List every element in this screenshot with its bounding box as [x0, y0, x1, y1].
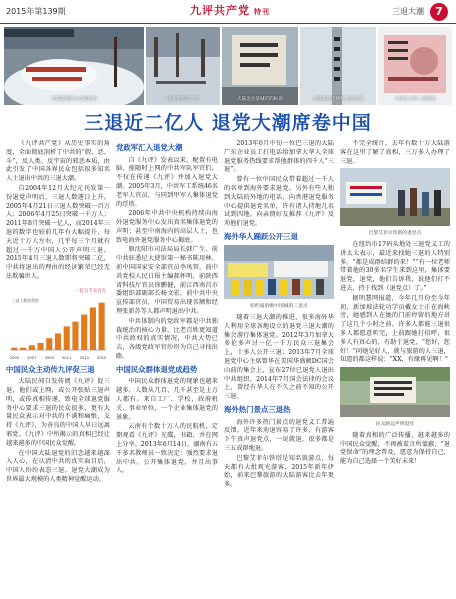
photo-banknote-image	[378, 27, 452, 105]
figure-caption: 民众路边声明退党	[375, 421, 415, 427]
photo-city-slogan-image	[222, 27, 298, 105]
issue-label: 2015年第139期	[6, 7, 66, 16]
photo-pole-slogan-image	[300, 27, 376, 105]
figure-chinatown-image	[224, 245, 334, 299]
three-quit-trend-chart	[6, 284, 110, 362]
photo-caption: 大陆北方某城市的标语	[237, 97, 283, 103]
main-headline: 三退近二亿人 退党大潮席卷中国	[84, 112, 372, 134]
paragraph: 2006年中共中央机构持续向海外退党服务中心发出真名集体退党的声明；甚至中南海内的高层人士，也致电海外退党服务中心揭底。	[116, 210, 218, 244]
page-number-badge: 7	[430, 3, 448, 21]
paragraph: 2013年6月中旬一位巴三退的大陆广东企业员工打电话给加拿大华人全球退党服务热线要求帮他群体的四千人“三退”。	[224, 140, 334, 174]
paragraph: 《九评共产党》从历史事实的角度，全面彻底剖析了中共的“假、恶、斗”，反人类、反宇宙的邪恶本质，由此引发了中国各界民众包括很多知名人士退出中共的三退大潮。	[6, 140, 110, 183]
paragraph: 在中国大陆退党的旧念越来越深入人心，在认清中共的真实面目后，中国人纷纷表态三退。退党大潮成为世界最大规模的人类精神觉醒运动。	[6, 449, 110, 484]
chart-bar	[72, 321, 78, 349]
paragraph: 随着三退大潮的推进，很多海外华人利用全球各地设立的退党三退大潮的集会游行集体退党。2012年3月加拿大多伦多声讨一亿一千万民众三退集会上，十多人公开三退；2013年7月全球退党中心主席曾华在美国华盛顿DC国会山前的集会上，宣布27位已退党人退出中共组织。2014年7月国会法律的会议上，曾经有华人在不久之前不知的公开三退。	[224, 314, 334, 401]
paragraph: 据明慧网报道，今年几月份至今年初，新加坡法轮功学员戴女士正在海峡旁，她感到人在她的门前停留的地方讲了这几个小时之前，许多人都能三退很多人都愿意听完，上前跟她打招呼，很多人有真心的，有助于退党，“您好，您好！”问她是好人，就与旅游的人三退，知道的都这样说：“XX，有缘再见啊！”	[340, 294, 450, 364]
chart-tick-label: 2005	[9, 355, 19, 360]
paragraph: 原沈阳市司法局局长韩广生、前中共驻悉尼大使馆第一秘书陈用林、前中国国家安全部官员李凤智，前中共党校人民日报主编郝怀明，前陕西省科技厅官员徐鹏健，前江西南昌市委组织部副部长杨文宏，前中共中央宣传部官员，中国贸易出现名额和经理张新苏等人都声明退出中共。	[116, 246, 218, 316]
photo-caption: 大陆某地民众自发标语	[51, 97, 97, 103]
photo-banknote	[378, 27, 452, 105]
chart-bar	[81, 314, 87, 349]
chart-tick-label: 2013	[79, 355, 89, 360]
chart-annotation: 一亿五千五百万	[75, 288, 106, 294]
figure-caption: 巴黎艾菲尔铁塔的退党点	[368, 231, 422, 237]
photo-pole-slogan	[300, 27, 376, 105]
photo-snow-writing-image	[146, 27, 220, 105]
paragraph: 曾有一位中国民众带着超过一千人的名单到海外要求退党。另外有些人独到大陆的外地的电话，向香港退党服务中心提供退党名单，许有诸人持地几名试到四地，向亲朋好友推荐《九评》及劝他们退党。	[224, 176, 334, 228]
chart-tick-label: 2011	[62, 355, 72, 360]
section-label: 三退大潮	[392, 7, 424, 16]
column-2	[116, 140, 218, 596]
figure-chinatown	[224, 245, 334, 311]
photo-caption: 山西某处电线杆上的大字	[312, 97, 364, 103]
masthead	[150, 3, 310, 19]
section-heading: 海外热门景点三退热	[224, 405, 291, 415]
chart-tick-label: 2015	[97, 355, 107, 360]
chart-bar	[64, 326, 70, 350]
masthead-sub: 特刊	[254, 7, 270, 16]
paragraph: 中国民众群体退党的现象也越来越多，人数从几百、几千甚至是上万人都有。来自工厂、学校、政府机关、事业单位，一个企业集体退党的景象。	[116, 378, 218, 421]
column-1	[6, 140, 110, 596]
chart-bar	[90, 307, 96, 350]
photo-city-slogan	[222, 27, 298, 105]
section-heading: 中国民众群体退党成趋势	[116, 364, 198, 374]
figure-roadside-image	[340, 367, 450, 417]
section-heading: 党政军汇入退党大潮	[116, 143, 183, 152]
chart-bar	[99, 302, 105, 349]
chart-bar	[55, 333, 61, 350]
paragraph: 大陆民间自发传阅《九评》促三退，他们或上网，或公开张贴三退声明，或传真相传递，致电全球退党服务中心要求三退的民众很多，更有大量民众表示对中共的不满和痛恨，支持《九评》，为善良的中国人早日远离邪党。《九评》中所揭示的真相已经让越来越多的中国民众觉醒。	[6, 378, 110, 447]
photo-snow-slogan-image	[4, 27, 144, 105]
photo-caption: 民众雪地写三退	[166, 97, 200, 103]
figure-caption: 纽约曼哈顿中国城的三退点	[250, 304, 308, 310]
paragraph: 自2004年12月大纪元刊发第一份退党声明后，三退人数逐日上升。2005年4月21日三退人数突破一百万人；2006年4月25日突破一千万人；2011年8月突破一亿人，而2014年三退的数字也较前几年有大幅提升，每天近十万人左右，几乎每三个月就有超过一千万中国人公开声明三退。2015年4月三退人数即将突破二亿，中共将退出的理由的经济繁荣已经无法欺骗世人。	[6, 184, 110, 280]
chart-source-label: 三退人数趋势图	[12, 297, 39, 303]
paragraph: 不完全统计，去年有数十万大陆游客在这里了解了真相，三万多人办理了三退。	[340, 140, 450, 165]
section-heading: 海外华人踊跃公开三退	[224, 231, 298, 241]
paragraph: 海外许多热门景点的退党义工普遍反馈，近年来劝退容易了许多，有游客下午真声退党点，一说就退，很多都是三五成群地退。	[224, 418, 334, 452]
chart-tick-label: 2009	[44, 355, 54, 360]
paragraph: 巴黎艾菲尔铁塔是知名旅游点，每天都有大批观光游客，2015年新年伊始，前来巴黎旅游的大陆游客比去年更多。	[224, 454, 334, 489]
chart-bar	[11, 347, 17, 349]
column-4	[340, 140, 450, 596]
figure-eiffel	[340, 168, 450, 238]
photo-caption: 人民币上的三退信息	[394, 97, 436, 103]
paragraph: 随着真相的广泛传播，越来越多的中国民众觉醒，不再被谎言所蒙蔽，“退党保命”的理念普及，愿意为保持自己，能为自己选择一个美好未来！	[340, 431, 450, 466]
trend-chart-svg	[6, 284, 110, 362]
column-3	[224, 140, 334, 596]
section-heading: 中国民众主动传九评促三退	[6, 364, 95, 374]
page-header	[0, 0, 456, 24]
chart-tick-label: 2007	[27, 355, 37, 360]
paragraph: 在纽约市17码头地处三退党义工的讲太太表示，最近来找她三退的人特别多。“都是成群结群的来！”“有一位老师带着他的30多名学生来到这里，集体要退党，退党，他们告诉我，说他们打不进去，持于找到（退党点）了。”	[340, 240, 450, 292]
figure-roadside	[340, 367, 450, 429]
chart-bar	[20, 347, 26, 349]
paragraph: 中共体制内的党政军都是中共独裁统治的核心力量，比老百姓更知道中共政权的真实情况，中共大势已去，各级党政军官纷纷为自己寻找出路。	[116, 317, 218, 361]
paragraph: 云南有个数十万人的民航机，定期观看《九评》光碟，书籍，并在网上分享。2013年6月14日，湖南有五千多名教师员一致决定：强烈要求退出中共。公开集体退党，并且出事人。	[116, 423, 218, 475]
figure-eiffel-image	[340, 168, 450, 226]
masthead-title: 九评共产党	[190, 4, 250, 17]
chart-bar	[37, 343, 43, 350]
photo-snow-writing	[146, 27, 220, 105]
photo-snow-slogan	[4, 27, 144, 105]
paragraph: 自《九评》发表以来，配置有电脑、能随时上网的中共军队军官们，不仅在传递《九评》并加入退党大潮。2005年3月，中共军工系统46名老军人官员，与同到甲军人集体退党的浮塔。	[116, 156, 218, 208]
photo-strip	[4, 27, 452, 105]
chart-bar	[46, 338, 52, 350]
chart-bar	[29, 345, 35, 350]
